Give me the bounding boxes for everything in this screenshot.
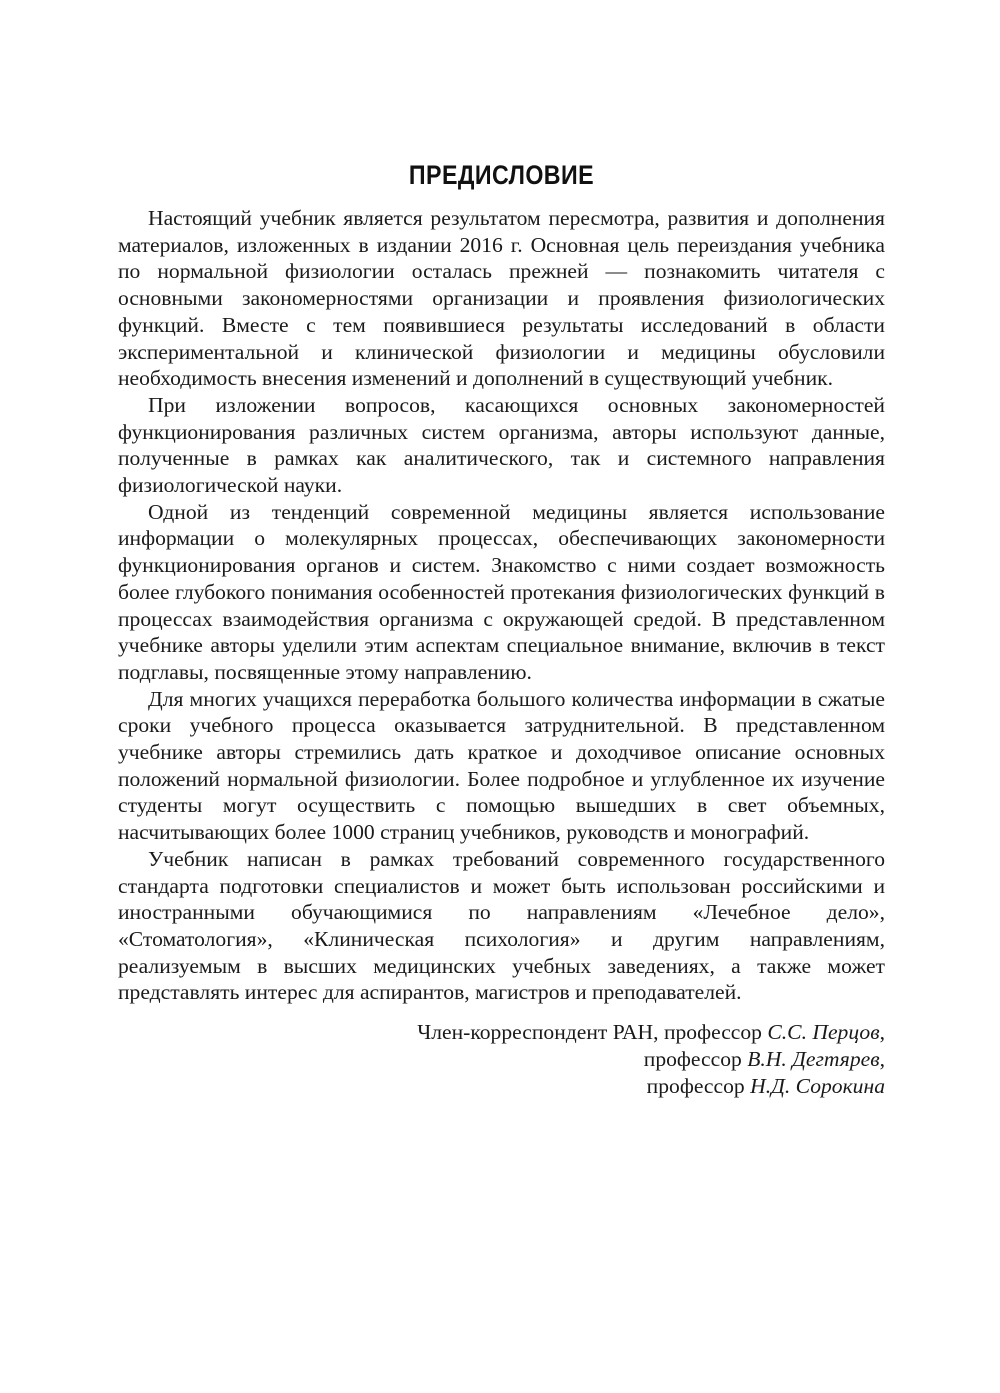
paragraph: Учебник написан в рамках требований современного государственного стандарта подготовки специалистов и может быть использован российскими и иностранными обучающимися по направлениям «Лечебное дело», «Стоматология», «Клиническая психология» и другим направлениям, реализуемым в высших медицинских учебных заведениях, а также может представлять интерес для аспирантов, магистров и преподавателей. xyxy=(118,846,885,1005)
paragraph: При изложении вопросов, касающихся основных закономерностей функционирования различных систем организма, авторы используют данные, полученные в рамках как аналитического, так и системного направления физиологической науки. xyxy=(118,392,885,498)
signature-name: В.Н. Дегтярев xyxy=(747,1046,880,1071)
signature-line xyxy=(118,1073,885,1100)
signature-role: профессор xyxy=(643,1046,748,1071)
page-title: ПРЕДИСЛОВИЕ xyxy=(408,160,595,190)
signature-role: Член-корреспондент РАН, профессор xyxy=(417,1020,768,1045)
preface-page xyxy=(118,160,885,1099)
signature-name: С.С. Перцов xyxy=(767,1020,880,1045)
signature-punct: , xyxy=(879,1020,885,1045)
paragraph: Для многих учащихся переработка большого количества информации в сжатые сроки учебного процесса оказывается затруднительной. В представленном учебнике авторы стремились дать краткое и доходчивое описание основных положений нормальной физиологии. Более подробное и углубленное их изучение студенты могут осуществить с помощью вышедших в свет объемных, насчитывающих более 1000 страниц учебников, руководств и монографий. xyxy=(118,686,885,845)
signature-line xyxy=(118,1019,885,1046)
author-signatures xyxy=(118,1019,885,1099)
paragraph: Настоящий учебник является результатом пересмотра, развития и дополнения материалов, изложенных в издании 2016 г. Основная цель переиздания учебника по нормальной физиологии осталась прежней — познакомить читателя с основными закономерностями организации и проявления физиологических функций. Вместе с тем появившиеся результаты исследований в области экспериментальной и клинической физиологии и медицины обусловили необходимость внесения изменений и дополнений в существующий учебник. xyxy=(118,206,885,391)
signature-punct: , xyxy=(879,1046,885,1071)
paragraph: Одной из тенденций современной медицины является использование информации о молекулярных процессах, обеспечивающих закономерности функционирования органов и систем. Знакомство с ними создает возможность более глубокого понимания особенностей протекания физиологических функций в процессах взаимодействия организма с окружающей средой. В представленном учебнике авторы уделили этим аспектам специальное внимание, включив в текст подглавы, посвященные этому направлению. xyxy=(118,499,885,684)
preface-body xyxy=(118,205,885,1006)
signature-line xyxy=(118,1046,885,1073)
signature-name: Н.Д. Сорокина xyxy=(750,1073,885,1098)
signature-role: профессор xyxy=(646,1073,751,1098)
